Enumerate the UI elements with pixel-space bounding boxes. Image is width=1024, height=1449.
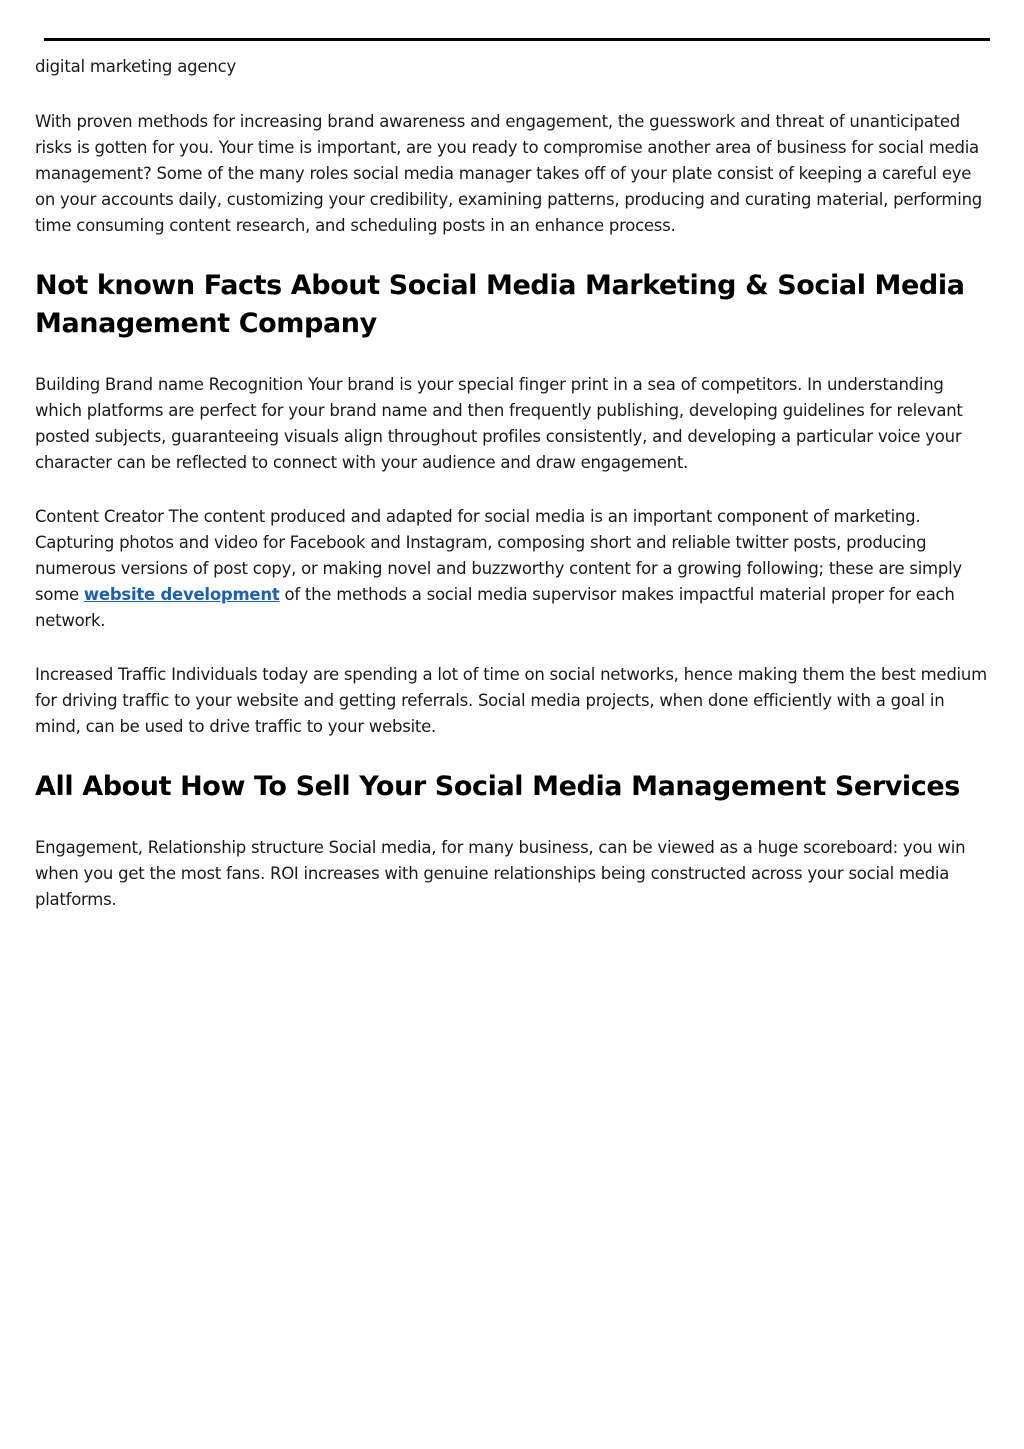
keyword-label: digital marketing agency bbox=[35, 57, 237, 76]
paragraph-content-creator-end: of the methods a social media supervisor makes impactful material proper for each network. bbox=[35, 585, 955, 630]
section-heading-sell-services: All About How To Sell Your Social Media Management Services bbox=[35, 771, 960, 802]
paragraph-content-creator bbox=[35, 504, 991, 634]
intro-paragraph: With proven methods for increasing brand awareness and engagement, the guesswork and threat of unanticipated risks is gotten for you. Your time is important, are you ready to compromise another area of business for social media management? Some of the many roles social media manager takes off of your plate consist of keeping a careful eye on your accounts daily, customizing your credibility, examining patterns, producing and curating material, performing time consuming content research, and scheduling posts in an enhance process. bbox=[35, 112, 983, 235]
website-development-link[interactable]: website development bbox=[83, 585, 280, 604]
paragraph-content-creator-start: Content Creator The content produced and adapted for social media is an important component of marketing. Capturing photos and video for Facebook and Instagram, composing short and reliable twitter posts, producing numerous versions of post copy, or making novel and buzzworthy content for a growing following; these are simply some bbox=[35, 507, 962, 604]
paragraph-engagement: Engagement, Relationship structure Social media, for many business, can be viewed as a huge scoreboard: you win when you get the most fans. ROI increases with genuine relationships being constructed across your social media platforms. bbox=[35, 838, 966, 909]
section-heading-facts: Not known Facts About Social Media Marketing & Social Media Management Company bbox=[35, 270, 965, 339]
top-divider bbox=[44, 38, 990, 41]
article-body bbox=[35, 54, 991, 941]
paragraph-brand-recognition: Building Brand name Recognition Your brand is your special finger print in a sea of competitors. In understanding which platforms are perfect for your brand name and then frequently publishing, developing guidelines for relevant posted subjects, guaranteeing visuals align throughout profiles consistently, and developing a particular voice your character can be reflected to connect with your audience and draw engagement. bbox=[35, 375, 963, 472]
paragraph-increased-traffic: Increased Traffic Individuals today are spending a lot of time on social networks, hence making them the best medium for driving traffic to your website and getting referrals. Social media projects, when done efficiently with a goal in mind, can be used to drive traffic to your website. bbox=[35, 665, 987, 736]
